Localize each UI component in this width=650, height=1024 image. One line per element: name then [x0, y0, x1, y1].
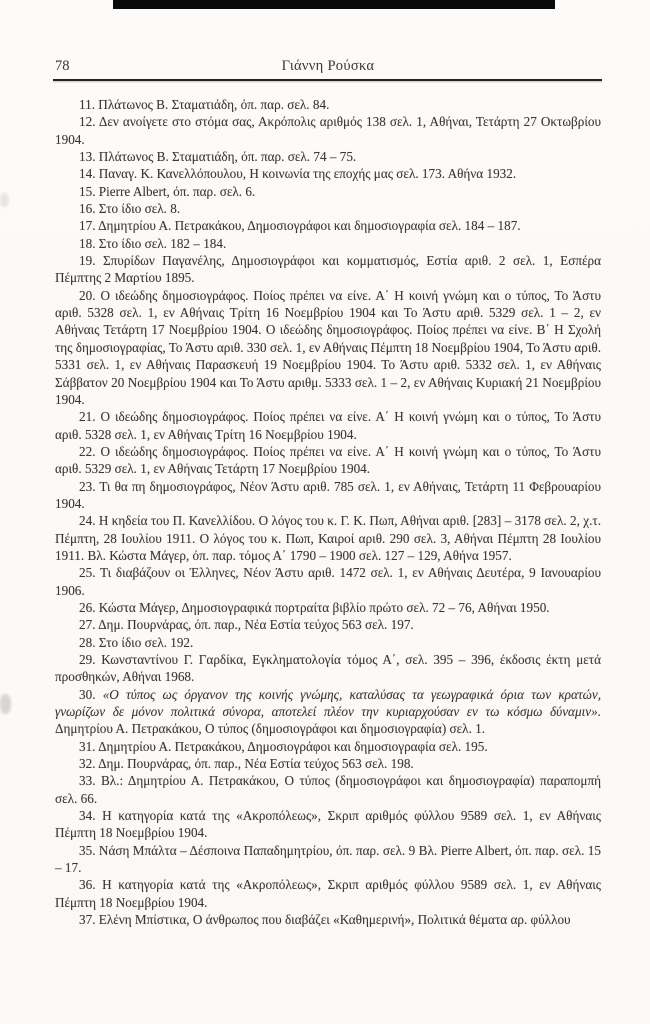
- note-text: Δημητρίου Α. Πετρακάκου, Δημοσιογράφοι και δημοσιογραφία σελ. 195.: [98, 738, 488, 754]
- note-number: 15.: [79, 183, 99, 199]
- note-item: [55, 408, 601, 443]
- note-item: [55, 287, 601, 408]
- note-item: [55, 165, 601, 182]
- note-number: 30.: [79, 686, 103, 702]
- note-item: [55, 651, 601, 686]
- note-number: 22.: [79, 443, 101, 459]
- note-text: Η κατηγορία κατά της «Ακροπόλεως», Σκριπ αριθμός φύλλου 9589 σελ. 1, εν Αθήναις Πέμπτη 18 Νοεμβρίου 1904.: [55, 808, 601, 841]
- note-item: [55, 478, 601, 513]
- note-number: 37.: [79, 912, 99, 928]
- note-item: [55, 911, 601, 928]
- notes-list: [55, 96, 601, 929]
- note-text: Τι διαβάζουν οι Έλληνες, Νέον Άστυ αριθ. 1472 σελ. 1, εν Αθήναις Δευτέρα, 9 Ιανουαρίου 1906.: [55, 565, 601, 598]
- note-item: [55, 183, 601, 200]
- note-number: 34.: [79, 808, 103, 824]
- note-number: 14.: [79, 166, 99, 182]
- scan-artifact-smudge: [0, 193, 9, 207]
- note-item: [55, 96, 601, 113]
- note-text: Η κηδεία του Π. Κανελλίδου. Ο λόγος του κ. Γ. Κ. Πωπ, Αθήναι αριθ. [283] – 3178 σελ. 2, χ.τ. Πέμπτη, 28 Ιουλίου 1911. Ο λόγος του κ. Πωπ, Καιροί αριθ. 290 σελ. 3, Αθήναι Πέμπτη 28 Ιουλίου 1911. Βλ. Κώστα Μάγερ, όπ. παρ. τόμος Α΄ 1790 – 1900 σελ. 127 – 129, Αθήνα 1957.: [55, 513, 601, 563]
- note-number: 31.: [79, 738, 99, 754]
- note-text: Ο ιδεώδης δημοσιογράφος. Ποίος πρέπει να είνε. Α΄ Η κοινή γνώμη και ο τύπος, Το Άστυ αριθ. 5328 σελ. 1, εν Αθήναις Τρίτη 16 Νοεμβρίου 1904 και Το Άστυ αριθ. 5329 σελ. 1 – 2, εν Αθήναις Τετάρτη 17 Νοεμβρίου 1904. Ο ιδεώδης δημοσιογράφος. Ποίος πρέπει να είνε. Β΄ Η Σχολή της δημοσιογραφίας, Το Άστυ αριθ. 330 σελ. 1, εν Αθήναις Πέμπτη 18 Νοεμβρίου 1904, Το Άστυ αριθ. 5331 σελ. 1, εν Αθήναις Παρασκευή 19 Νοεμβρίου 1904. Το Άστυ αριθ. 5332 σελ. 1, εν Αθήναις Σάββατον 20 Νοεμβρίου 1904 και Το Άστυ αριθμ. 5333 σελ. 1 – 2, εν Αθήναις Κυριακή 21 Νοεμβρίου 1904.: [55, 287, 602, 407]
- note-item: [55, 113, 601, 148]
- note-number: 13.: [79, 149, 99, 165]
- note-number: 33.: [79, 773, 101, 789]
- note-number: 19.: [79, 253, 103, 269]
- note-text: Η κατηγορία κατά της «Ακροπόλεως», Σκριπ αριθμός φύλλου 9589 σελ. 1, εν Αθήναις Πέμπτη 18 Νοεμβρίου 1904.: [55, 877, 601, 910]
- note-number: 36.: [79, 877, 103, 893]
- note-number: 23.: [79, 478, 100, 494]
- note-number: 20.: [79, 287, 101, 303]
- note-text: Πλάτωνος Β. Σταματιάδη, όπ. παρ. σελ. 74 – 75.: [98, 149, 357, 165]
- note-text: Στο ίδιο σελ. 182 – 184.: [98, 235, 227, 251]
- note-number: 28.: [79, 634, 99, 650]
- scan-artifact-top-bar: [113, 0, 555, 9]
- note-number: 17.: [79, 218, 99, 234]
- note-text: Pierre Albert, όπ. παρ. σελ. 6.: [98, 183, 256, 199]
- note-item: [55, 200, 601, 217]
- note-item: [55, 876, 601, 911]
- note-text: Νάση Μπάλτα – Δέσποινα Παπαδημητρίου, όπ. παρ. σελ. 9 Βλ. Pierre Albert, όπ. παρ. σελ. 15 – 17.: [55, 842, 601, 876]
- scan-artifact-smudge: [0, 694, 11, 714]
- note-text: Κώστα Μάγερ, Δημοσιογραφικά πορτραίτα βιβλίο πρώτο σελ. 72 – 76, Αθήναι 1950.: [98, 599, 550, 615]
- note-text: Τι θα πη δημοσιογράφος, Νέον Άστυ αριθ. 785 σελ. 1, εν Αθήναις, Τετάρτη 11 Φεβρουαρίου 1904.: [55, 478, 601, 511]
- note-number: 26.: [79, 599, 99, 615]
- page-number: 78: [55, 58, 70, 74]
- note-item: [55, 634, 601, 651]
- note-text: Δημ. Πουρνάρας, όπ. παρ., Νέα Εστία τεύχος 563 σελ. 197.: [98, 617, 414, 633]
- note-number: 29.: [79, 652, 102, 667]
- note-text: Πλάτωνος Β. Σταματιάδη, όπ. παρ. σελ. 84.: [98, 97, 330, 112]
- note-number: 16.: [79, 201, 99, 217]
- note-item: [55, 217, 601, 234]
- note-number: 21.: [79, 409, 101, 425]
- note-item: [55, 512, 601, 564]
- note-item: [55, 755, 601, 772]
- note-item: [55, 443, 601, 478]
- note-text: Κωνσταντίνου Γ. Γαρδίκα, Εγκληματολογία τόμος Α΄, σελ. 395 – 396, έκδοσις έκτη μετά προσθηκών, Αθήναι 1968.: [55, 652, 602, 685]
- note-text: Δημητρίου Α. Πετρακάκου, Δημοσιογράφοι και δημοσιογραφία σελ. 184 – 187.: [98, 218, 521, 234]
- note-text: Δημητρίου Α. Πετρακάκου, Ο τύπος (δημοσιογράφοι και δημοσιογραφία) σελ. 1.: [55, 721, 486, 737]
- note-text: Ο ιδεώδης δημοσιογράφος. Ποίος πρέπει να είνε. Α΄ Η κοινή γνώμη και ο τύπος, Το Άστυ αριθ. 5328 σελ. 1, εν Αθήναις Τρίτη 16 Νοεμβρίου 1904.: [55, 409, 602, 442]
- running-title: Γιάννη Ρούσκα: [281, 58, 375, 74]
- note-number: 11.: [79, 97, 99, 112]
- note-item: [55, 252, 601, 287]
- note-quote-text: «Ο τύπος ως όργανον της κοινής γνώμης, καταλύσας τα γεωγραφικά όρια των κρατών, γνωρίζων δε μόνον πολιτικά σύνορα, αποτελεί πλέον την κυριαρχούσαν εν τω κόσμω δύναμιν».: [55, 686, 601, 720]
- note-item: [55, 148, 601, 165]
- note-item: [55, 842, 601, 877]
- note-item: [55, 564, 601, 599]
- note-text: Σπυρίδων Παγανέλης, Δημοσιογράφοι και κομματισμός, Εστία αριθ. 2 σελ. 1, Εσπέρα Πέμπτης 2 Μαρτίου 1895.: [55, 253, 601, 286]
- note-number: 27.: [79, 617, 99, 633]
- note-text: Ελένη Μπίστικα, Ο άνθρωπος που διαβάζει «Καθημερινή», Πολιτικά θέματα αρ. φύλλου: [98, 912, 571, 928]
- note-number: 32.: [79, 756, 99, 772]
- note-text: Δημ. Πουρνάρας, όπ. παρ., Νέα Εστία τεύχος 563 σελ. 198.: [98, 756, 414, 772]
- note-item: [55, 738, 601, 755]
- note-item: [55, 235, 601, 252]
- note-item: [55, 686, 601, 738]
- note-text: Στο ίδιο σελ. 8.: [98, 201, 181, 217]
- note-item: [55, 772, 601, 807]
- note-item: [55, 807, 601, 842]
- note-text: Ο ιδεώδης δημοσιογράφος. Ποίος πρέπει να είνε. Α΄ Η κοινή γνώμη και ο τύπος, Το Άστυ αριθ. 5329 σελ. 1, εν Αθήναις Τετάρτη 17 Νοεμβρίου 1904.: [55, 443, 602, 477]
- note-text: Παναγ. Κ. Κανελλόπουλου, Η κοινωνία της εποχής μας σελ. 173. Αθήνα 1932.: [98, 166, 517, 182]
- page-header: [55, 58, 601, 78]
- note-item: [55, 616, 601, 633]
- note-text: Στο ίδιο σελ. 192.: [98, 634, 194, 650]
- note-number: 18.: [79, 235, 99, 251]
- note-number: 35.: [79, 842, 99, 858]
- header-rule: [53, 79, 602, 81]
- note-text: Δεν ανοίγετε στο στόμα σας, Ακρόπολις αριθμός 138 σελ. 1, Αθήναι, Τετάρτη 27 Οκτωβρίου 1904.: [55, 114, 601, 147]
- note-number: 25.: [79, 565, 100, 581]
- note-number: 12.: [79, 114, 99, 130]
- note-item: [55, 599, 601, 616]
- note-number: 24.: [79, 513, 99, 529]
- note-text: Βλ.: Δημητρίου Α. Πετρακάκου, Ο τύπος (δημοσιογράφοι και δημοσιογραφία) παραπομπή σελ. 66.: [55, 773, 601, 806]
